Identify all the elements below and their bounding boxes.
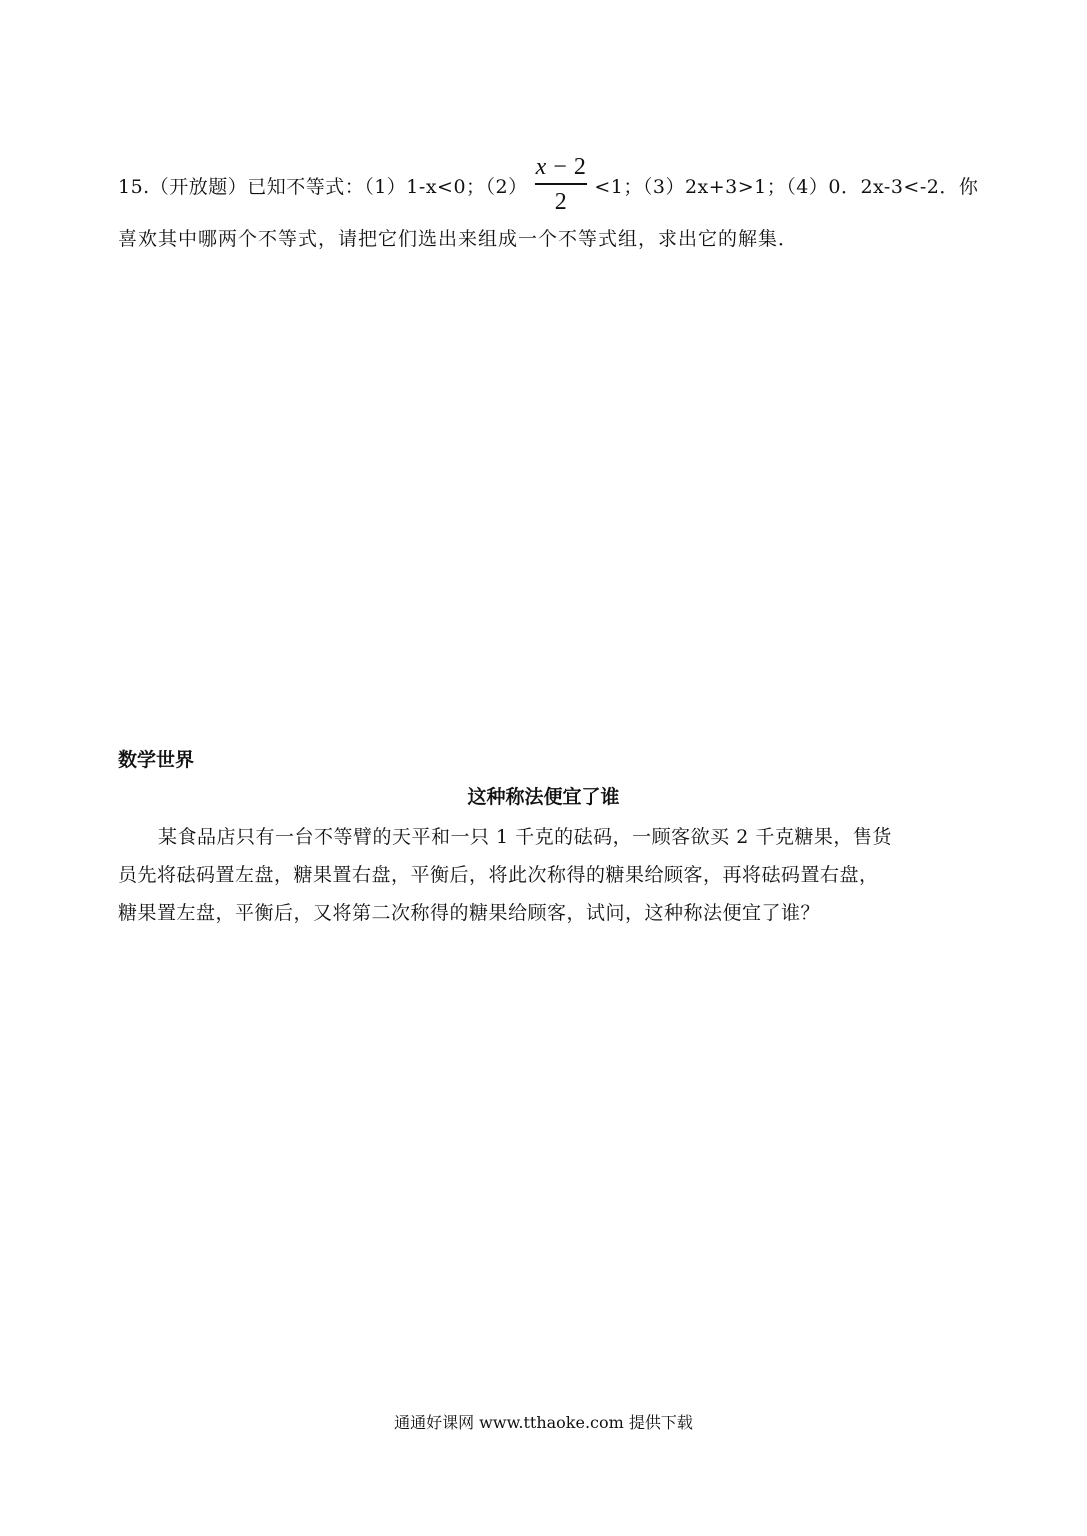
fraction-x-minus-2-over-2 bbox=[532, 153, 591, 217]
page-footer: 通通好课网 www.tthaoke.com 提供下载 bbox=[394, 1413, 693, 1432]
fraction-numerator bbox=[532, 153, 591, 183]
article-line: 糖果置左盘，平衡后，又将第二次称得的糖果给顾客，试问，这种称法便宜了谁？ bbox=[118, 902, 821, 924]
article-body bbox=[118, 818, 973, 932]
section-heading: 数学世界 bbox=[118, 749, 195, 771]
article-title: 这种称法便宜了谁 bbox=[467, 786, 620, 808]
question-15-line-2: 喜欢其中哪两个不等式，请把它们选出来组成一个不等式组，求出它的解集． bbox=[118, 228, 799, 250]
question-15-text-after-fraction: <1；（3）2x+3>1；（4）0．2x-3<-2．你 bbox=[594, 175, 979, 198]
fraction-numerator-variable: x bbox=[535, 154, 547, 180]
question-15-text-before-fraction: 15.（开放题）已知不等式：（1）1-x<0；（2） bbox=[118, 175, 528, 198]
article-line: 员先将砝码置左盘，糖果置右盘，平衡后，将此次称得的糖果给顾客，再将砝码置右盘， bbox=[118, 864, 879, 886]
question-15-line-1 bbox=[118, 150, 978, 220]
article-line: 某食品店只有一台不等臂的天平和一只 1 千克的砝码，一顾客欲买 2 千克糖果，售货 bbox=[158, 826, 892, 848]
fraction-denominator: 2 bbox=[554, 189, 568, 215]
fraction-numerator-rest: − 2 bbox=[546, 154, 587, 180]
